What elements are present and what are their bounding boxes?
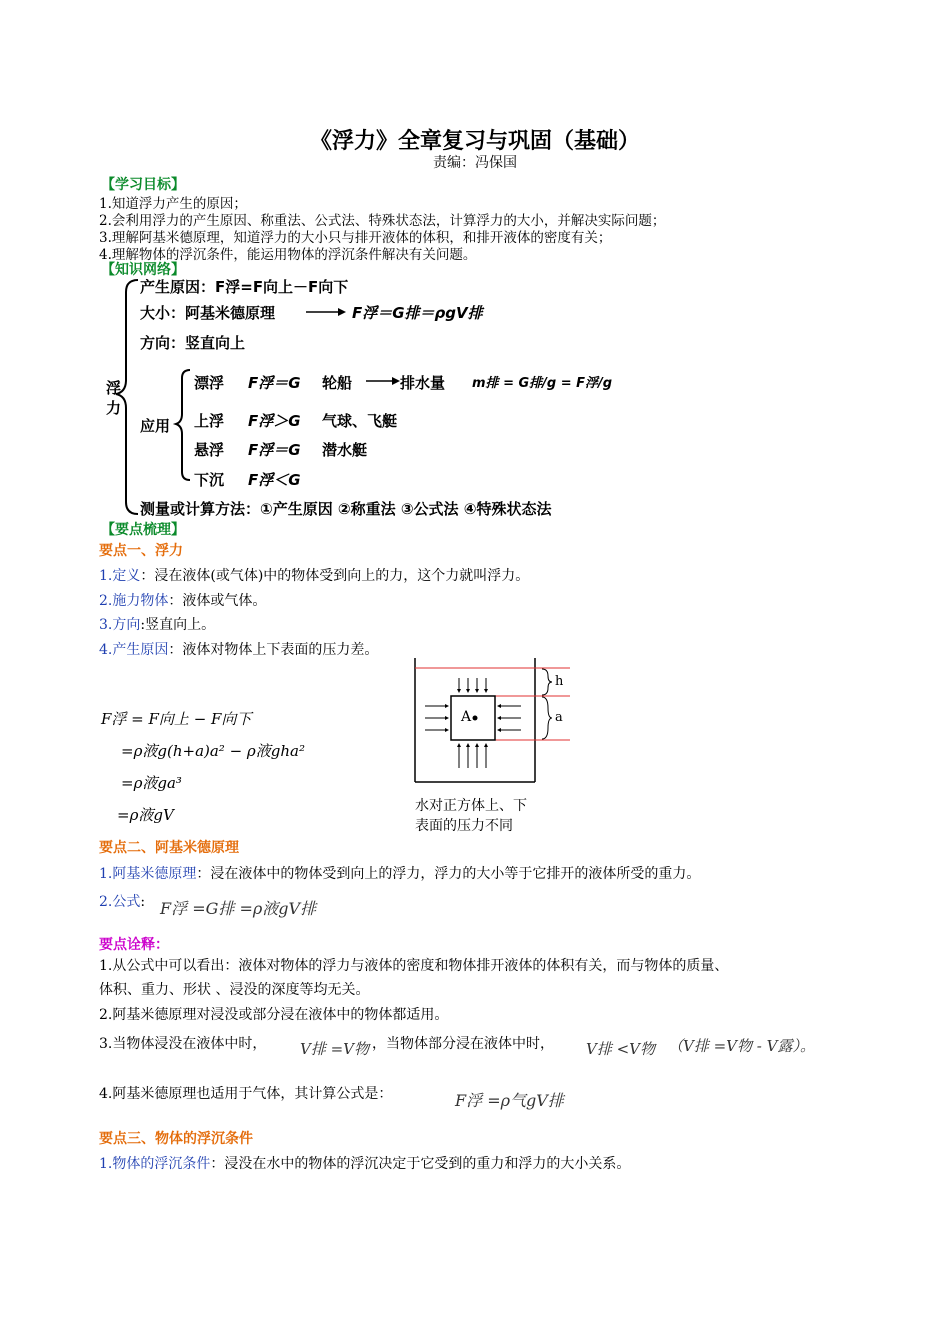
notes-heading: 要点诠释： [99,937,169,953]
note-line: 1.从公式中可以看出：液体对物体的浮力与液体的密度和物体排开液体的体积有关，而与物体的质量、 [99,958,729,974]
block-label: A [461,709,472,725]
archimedes-formula: F浮 =G排 =ρ液gV排 [160,899,317,918]
note-formula: V排 =V物 [300,1040,370,1058]
point2-item [99,891,145,911]
network-size-formula: F浮＝G排＝ρgV排 [352,304,483,322]
item-label: 1.定义 [99,568,141,584]
page-title: 《浮力》全章复习与巩固（基础） [309,129,640,154]
app-state: 漂浮 [194,374,225,392]
note-formula: V排 <V物 [586,1040,656,1058]
item-text: ：浸在液体中的物体受到向上的浮力，浮力的大小等于它排开的液体所受的重力。 [196,866,701,882]
item-label: 1.阿基米德原理 [99,866,197,882]
network-direction: 方向：竖直向上 [140,334,246,352]
network-methods: 测量或计算方法：①产生原因 ②称重法 ③公式法 ④特殊状态法 [140,500,552,518]
derivation-line: F浮 = F向上 − F向下 [101,710,252,728]
app-relation: F浮＝G [248,374,301,392]
app-example: 潜水艇 [322,441,368,459]
point3-item [99,1153,630,1173]
item-text: :竖直向上。 [140,617,216,633]
derivation-line: =ρ液gV [117,806,174,824]
network-size: 大小：阿基米德原理 [140,304,276,322]
derivation-line: =ρ液ga³ [121,774,182,792]
app-extra: 排水量 [400,374,446,392]
item-text: ：液体或气体。 [168,593,267,609]
knowledge-network-diagram [100,276,665,518]
app-relation: F浮＝G [248,441,301,459]
app-relation: F浮＞G [248,412,301,430]
point1-item [99,614,215,634]
item-text: : [140,894,146,910]
figure-caption: 表面的压力不同 [415,818,513,834]
note-line: 2.阿基米德原理对浸没或部分浸在液体中的物体都适用。 [99,1007,449,1023]
gas-formula: F浮 =ρ气gV排 [455,1091,564,1110]
note-line: 体积、重力、形状 、浸没的深度等均无关。 [99,982,370,998]
note-line: 4.阿基米德原理也适用于气体，其计算公式是： [99,1086,393,1102]
figure-caption: 水对正方体上、下 [415,798,527,814]
point1-item [99,565,529,585]
h-label: h [555,674,564,689]
goal-item: 4.理解物体的浮沉条件，能运用物体的浮沉条件解决有关问题。 [99,247,477,263]
item-label: 4.产生原因 [99,642,169,658]
editor-line: 责编：冯保国 [433,155,517,171]
pressure-figure [405,656,575,786]
derivation-line: =ρ液g(h+a)a² − ρ液gha² [121,742,305,760]
point1-item [99,590,266,610]
app-state: 悬浮 [194,441,225,459]
app-example: 气球、飞艇 [322,412,398,430]
network-heading: 【知识网络】 [101,262,185,278]
network-root: 浮力 [106,379,122,417]
point2-item [99,863,700,883]
points-heading: 【要点梳理】 [101,522,185,538]
item-label: 3.方向 [99,617,141,633]
item-text: ：浸在液体(或气体)中的物体受到向上的力，这个力就叫浮力。 [140,568,530,584]
app-state: 下沉 [194,471,225,489]
note-line: 3.当物体浸没在液体中时， [99,1036,267,1052]
goal-item: 1.知道浮力产生的原因； [99,196,247,212]
app-relation: F浮＜G [248,471,301,489]
goal-item: 2.会利用浮力的产生原因、称重法、公式法、特殊状态法，计算浮力的大小，并解决实际问题； [99,213,666,229]
item-label: 2.施力物体 [99,593,169,609]
note-line: ，当物体部分浸在液体中时， [372,1036,554,1052]
item-text: ：浸没在水中的物体的浮沉决定于它受到的重力和浮力的大小关系。 [210,1156,631,1172]
app-example: 轮船 [322,374,353,392]
note-formula: （V排 =V物 - V露）。 [668,1037,815,1055]
item-text: ：液体对物体上下表面的压力差。 [168,642,379,658]
point2-heading: 要点二、阿基米德原理 [99,840,239,856]
point1-item [99,639,378,659]
item-label: 2.公式 [99,894,141,910]
goal-item: 3.理解阿基米德原理，知道浮力的大小只与排开液体的体积，和排开液体的密度有关； [99,230,612,246]
a-label: a [555,710,563,725]
item-label: 1.物体的浮沉条件 [99,1156,211,1172]
mass-formula: m排 = G排/g = F浮/g [472,376,613,391]
point3-heading: 要点三、物体的浮沉条件 [99,1131,253,1147]
network-cause: 产生原因：F浮=F向上－F向下 [140,278,349,296]
network-application: 应用 [140,417,171,435]
goals-heading: 【学习目标】 [101,177,185,193]
figure-drawing [405,656,575,786]
app-state: 上浮 [194,412,225,430]
point1-heading: 要点一、浮力 [99,543,183,559]
